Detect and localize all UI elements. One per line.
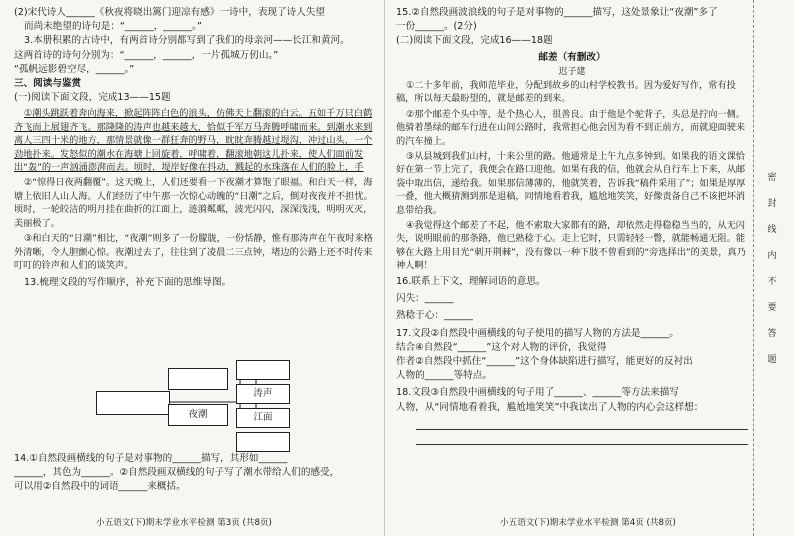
seal-char: 线 [767,225,777,235]
seal-char: 封 [767,199,777,209]
question-18: 18.文段③自然段中画横线的句子用了______、______等方法来描写 [396,387,679,399]
seal-char: 答 [767,329,777,339]
mindmap-box-center: 夜潮 [168,404,228,426]
passage-paragraph-1: ①潮头跳跃着奔向海来，掀起阵阵白色的浪头，仿佛天上翻滚的白云。五如千万只白鹤齐飞而上展翅齐飞。那隆隆的涛声也越来越大，恰似千军万马奔腾呼啸而来。到潮水来到离人三四十米的地方，那情景就像一群狂奔的野马，眈眈奔腾越过堤沟，冲过山头，一个劲地扑来。发怒似的潮水在海塘上回旋着，呼啸着，翻滚地朝这儿扑来，使人们面前发出“轰”的一声汹涌澎湃而去。顷时，堤岸好像在抖动，溅起的水珠落在人们的脸上，手 [14,108,373,174]
question-17: 17.文段②自然段中画横线的句子使用的描写人物的方法是______。 [396,327,679,339]
question-16: 16.联系上下文，理解词语的意思。 [396,276,546,288]
text-line: 3.本册积累的古诗中，有两首诗分别都写到了我们的母亲河——长江和黄河。 [24,35,350,47]
question-14 [14,452,376,495]
page-footer-right: 小五语文(下)期末学业水平检测 第4页 (共8页) [500,518,676,528]
text-line: (2)宋代诗人______《秋夜将晓出篱门迎凉有感》一诗中，表现了诗人失望 [14,7,325,18]
text-line: 人物，从“同情地看着我，尴尬地笑笑”中我读出了人物的内心会这样想： [396,401,704,413]
passage-paragraph-1: ①二十多年前，我师范毕业，分配到故乡的山村学校教书。因为爱好写作，常有投稿，所以每天最盼望的，就是邮差的到来。 [396,80,736,105]
page-divider [384,0,385,536]
text-line: 这两首诗的诗句分别为：“______，______，一片孤城万仞山。” [14,49,279,61]
mindmap-box-left [96,391,170,415]
text-line: ______，其色为______。②自然段画双横线的句子写了潮水带给人们的感受， [14,467,340,479]
passage-author: 迟子建 [558,66,586,77]
right-page [396,6,748,449]
passage-paragraph-2: ②“惊得日夜两翻覆”。这天晚上，人们还要看一下夜潮才算饱了眼福。和白天一样，海塘上依旧人山人海。人们经历了中午那一次惊心动魄的“日潮”之后，倒对夜夜并不担忧。顷时，一轮皎洁的明月挂在曲折的江面上，涟漪粼粼，波光闪闪，深深浅浅，明明灭灭，美丽极了。 [14,177,373,229]
passage-title: 邮差（有删改） [538,51,606,63]
passage-paragraph-3: ③从县城到我们山村，十来公里的路。他通常是上午九点多钟到。如果我的语文课恰好在第一节上完了，我便会在路口迎他。如果有我的信，他就会从自行车上下来，从邮袋中取出信，递给我。如果那信薄薄的，他就笑着，告诉我“稿件采用了”；如果是厚厚一叠，他大概猜测到那是退稿，同情地看着我，尴尬地笑笑，好像责备自己不该把坏消息带给我。 [396,151,746,216]
text-line: “孤帆远影碧空尽，______。” [14,63,135,75]
answer-line[interactable] [416,434,748,445]
question-15: 15.②自然段画波浪线的句子是对事物的______描写，这处景象让“夜潮”多了 [396,7,718,18]
question-13: 13.梳理文段的写作顺序，补充下面的思维导图。 [24,277,232,289]
mindmap-box-upper [168,368,228,390]
page-footer-left: 小五语文(下)期末学业水平检测 第3页 (共8页) [96,518,272,528]
answer-line[interactable] [416,419,748,430]
seal-char: 题 [767,355,777,365]
seal-char: 不 [767,277,777,287]
text-line: 一份______。(2分) [396,21,477,33]
mindmap-box-taosheng: 涛声 [236,384,290,404]
passage-paragraph-4: ④我觉得这个邮差了不起，他不索取大家都有的路，却依然走得稳稳当当的，从无闪失，说明眼前的那条路，他已熟稔于心。走上它时，只需轻轻一瞥，就能畅通无阻。能够在大路上用目光“刺开荆棘”，没有像以一种下肢不曾看到的“旁选择出”的美景，真乃神人啊！ [396,220,746,272]
answer-field-shurenyuxin[interactable]: 熟稔于心：______ [396,310,473,322]
answer-field-shanshi[interactable]: 闪失：______ [396,293,454,305]
text-line: 人物的______等特点。 [396,370,492,382]
mindmap-box-jiangmian: 江面 [236,408,290,428]
text-line: 14.①自然段画横线的句子是对事物的______描写，其形如______ [14,453,288,464]
text-line: 作者②自然段中抓住“______”这个身体缺陷进行描写，能更好的反衬出 [396,356,693,368]
text-line: 结合④自然段“______”这个对人物的评价，我觉得 [396,341,607,353]
reading-instruction: (二)阅读下面文段，完成16——18题 [396,35,553,47]
section-heading: 三、阅读与鉴赏 [14,78,82,90]
mindmap-box-bottom-right [236,432,290,452]
binding-line [753,0,755,536]
passage-paragraph-2: ②那个邮差个头中等，是个热心人，很善良。由于他是个驼背子，头总是拧向一侧。他骑着墨绿的邮车行进在山间公路时，我常担心他会因为看不到正前方，而就迎面驶来的汽车撞上。 [396,109,746,147]
seal-char: 要 [767,303,777,313]
text-line: 而尚未绝望的诗句是：“______，______。” [24,21,202,33]
mindmap-box-top-right [236,360,290,380]
reading-instruction: (一)阅读下面文段，完成13——15题 [14,92,171,104]
text-line: 可以用②自然段中的词语______来概括。 [14,481,186,493]
seal-char: 密 [767,173,777,183]
passage-paragraph-3: ③和白天的“日潮”相比，“夜潮”则多了一份朦胧，一份恬静，惟有那涛声在午夜时来格外清晰，令人胆颤心惊。夜潮过去了，往往到了凌晨二三点钟，堵边的公路上还不时传来叮叮的铃声和人们的谈笑声。 [14,233,373,272]
seal-char: 内 [767,251,777,261]
seal-line-notice [760,170,784,378]
